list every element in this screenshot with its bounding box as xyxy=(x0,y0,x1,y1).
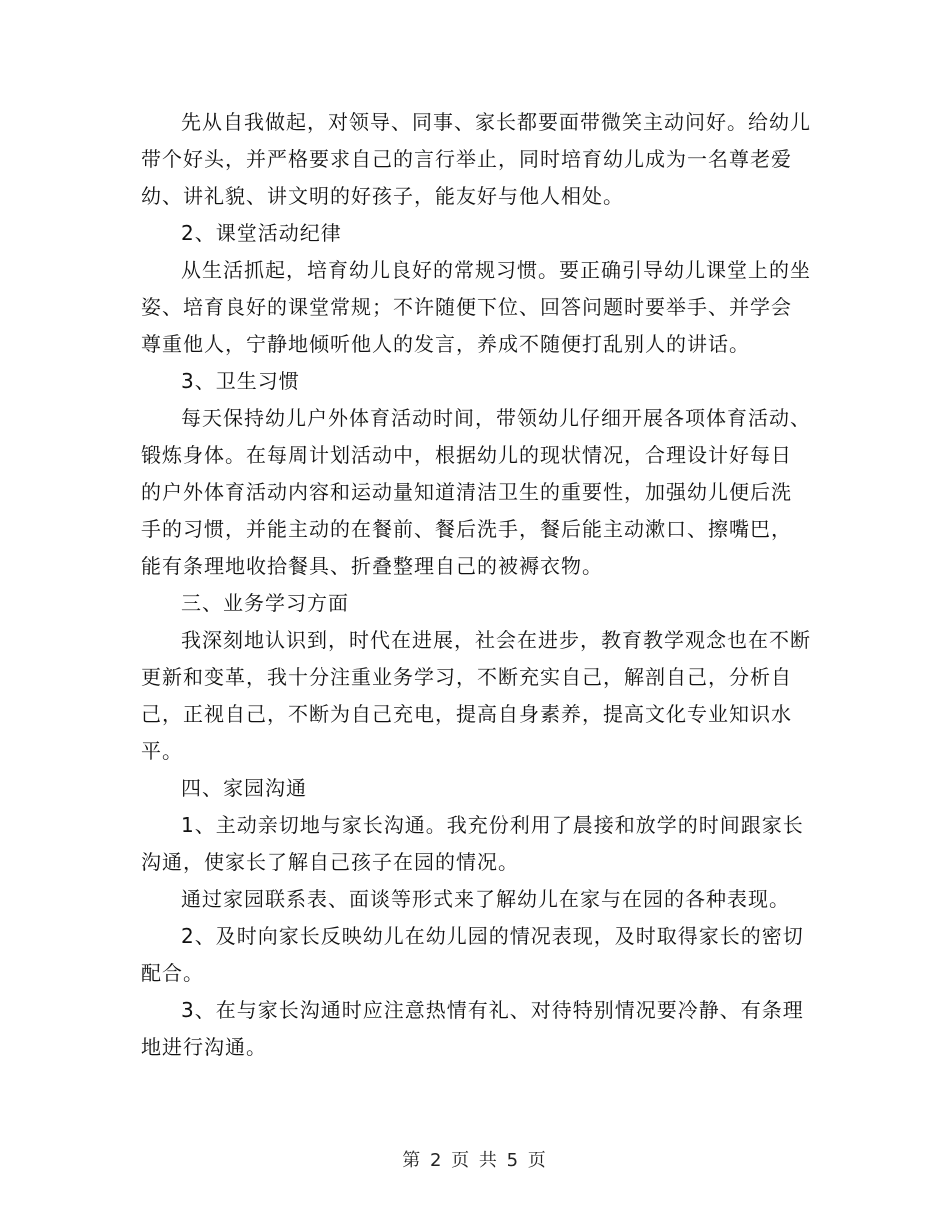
paragraph-communication-2: 2、及时向家长反映幼儿在幼儿园的情况表现，及时取得家长的密切配合。 xyxy=(141,924,804,985)
heading-home-school-communication: 四、家园沟通 xyxy=(181,776,307,800)
heading-classroom-discipline: 2、课堂活动纪律 xyxy=(181,221,342,245)
heading-hygiene-habits: 3、卫生习惯 xyxy=(181,369,300,393)
paragraph-hygiene-habits: 每天保持幼儿户外体育活动时间，带领幼儿仔细开展各项体育活动、锻炼身体。在每周计划活动中，根据幼儿的现状情况，合理设计好每日的户外体育活动内容和运动量知道清洁卫生的重要性，加强幼儿便后洗手的习惯，并能主动的在餐前、餐后洗手，餐后能主动漱口、擦嘴巴，能有条理地收拾餐具、折叠整理自己的被褥衣物。 xyxy=(141,406,811,578)
document-body xyxy=(141,104,811,1066)
paragraph-classroom-discipline: 从生活抓起，培育幼儿良好的常规习惯。要正确引导幼儿课堂上的坐姿、培育良好的课堂常规；不许随便下位、回答问题时要举手、并学会尊重他人，宁静地倾听他人的发言，养成不随便打乱别人的讲话。 xyxy=(141,258,811,356)
paragraph-courtesy: 先从自我做起，对领导、同事、家长都要面带微笑主动问好。给幼儿带个好头，并严格要求自己的言行举止，同时培育幼儿成为一名尊老爱幼、讲礼貌、讲文明的好孩子，能友好与他人相处。 xyxy=(141,110,811,208)
paragraph-professional-study: 我深刻地认识到，时代在进展，社会在进步，教育教学观念也在不断更新和变革，我十分注重业务学习，不断充实自己，解剖自己，分析自己，正视自己，不断为自己充电，提高自身素养，提高文化专业知识水平。 xyxy=(141,628,811,763)
paragraph-communication-1: 1、主动亲切地与家长沟通。我充份利用了晨接和放学的时间跟家长沟通，使家长了解自己孩子在园的情况。 xyxy=(141,813,804,874)
heading-professional-study: 三、业务学习方面 xyxy=(181,591,349,615)
paragraph-communication-forms: 通过家园联系表、面谈等形式来了解幼儿在家与在园的各种表现。 xyxy=(181,887,790,911)
paragraph-communication-3: 3、在与家长沟通时应注意热情有礼、对待特别情况要冷静、有条理地进行沟通。 xyxy=(141,998,804,1059)
page-number-footer: 第 2 页 共 5 页 xyxy=(402,1150,548,1171)
